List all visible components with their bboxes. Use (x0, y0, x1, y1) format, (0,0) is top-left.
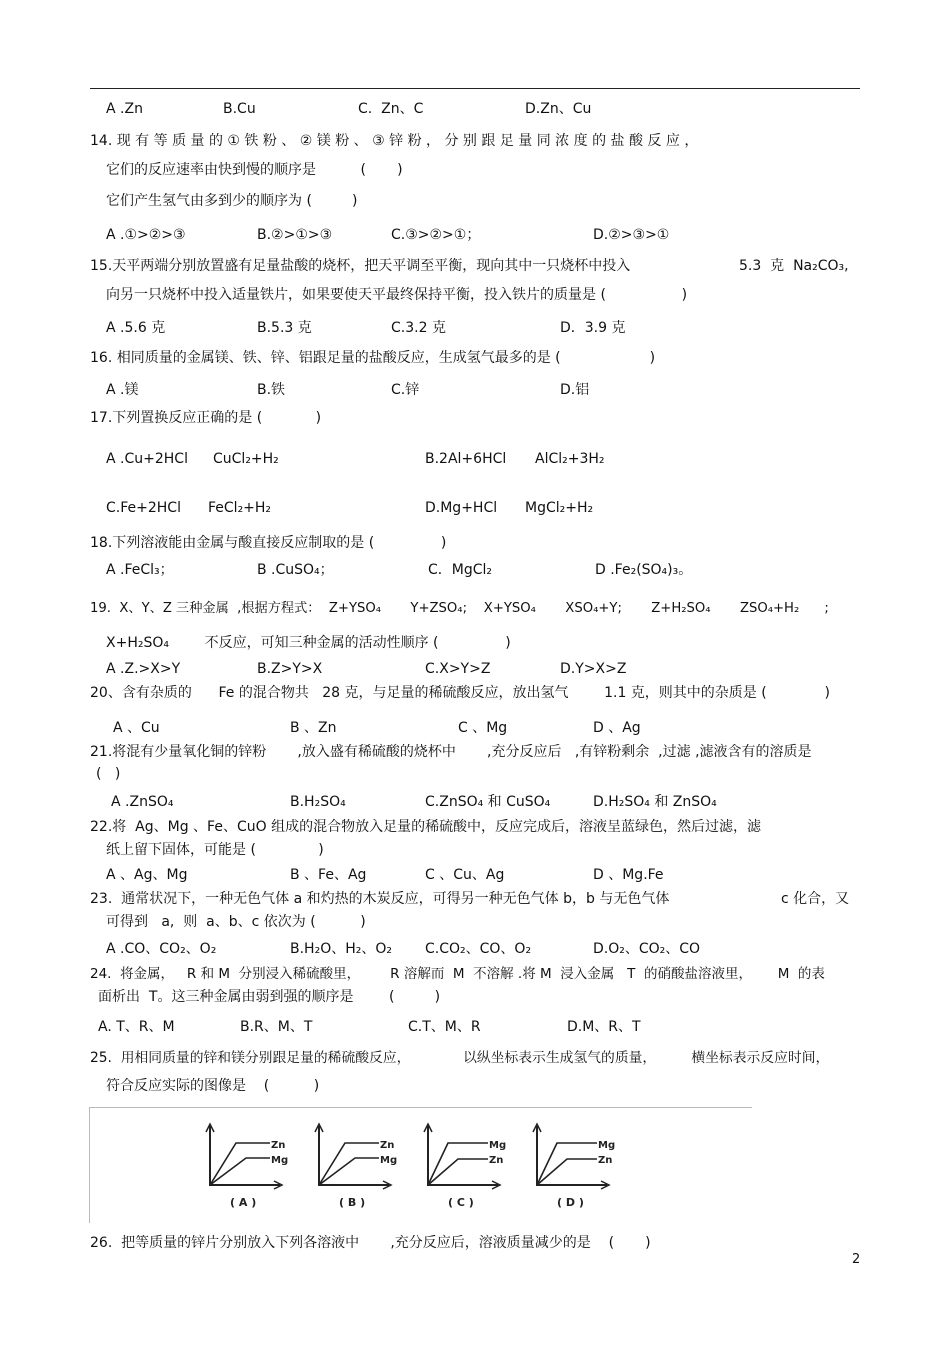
q18-stem: 18.下列溶液能由金属与酸直接反应制取的是 ( ) (90, 535, 447, 551)
q24-option-c: C.T、M、R (408, 1019, 481, 1035)
q22-option-c: C 、Cu、Ag (425, 867, 505, 883)
q15-stem-line2: 向另一只烧杯中投入适量铁片，如果要使天平最终保持平衡，投入铁片的质量是 ( ) (106, 287, 688, 303)
q13-option-a: A .Zn (106, 101, 143, 117)
q22-stem-line2: 纸上留下固体，可能是 ( ) (106, 842, 324, 858)
q15-option-d: D．3.9 克 (560, 320, 626, 336)
q14-stem-line3: 它们产生氢气由多到少的顺序为 ( ) (106, 193, 358, 209)
q15-option-b: B.5.3 克 (257, 320, 312, 336)
q18-option-c: C．MgCl₂ (428, 562, 493, 578)
q16-option-a: A .镁 (106, 382, 139, 398)
q14-stem-line2: 它们的反应速率由快到慢的顺序是 ( ) (106, 162, 403, 178)
q19-option-a: A .Z.>X>Y (106, 661, 181, 677)
q21-option-d: D.H₂SO₄ 和 ZnSO₄ (593, 794, 717, 810)
q24-option-b: B.R、M、T (240, 1019, 313, 1035)
q16-option-c: C.锌 (391, 382, 420, 398)
q13-option-b: B.Cu (223, 101, 256, 117)
q25-graph-d-lower-label: Zn (598, 1155, 613, 1166)
q19-stem: 19. X、Y、Z 三种金属 ,根据方程式： Z+YSO₄ Y+ZSO₄; X+YSO₄ XSO₄+Y; Z+H₂SO₄ ZSO₄+H₂ ; (90, 601, 829, 616)
q19-stem-line2: X+H₂SO₄ 不反应，可知三种金属的活动性顺序 ( ) (106, 635, 511, 651)
q17-stem: 17.下列置换反应正确的是 ( ) (90, 410, 322, 426)
q13-option-c: C. Zn、C (358, 101, 424, 117)
q25-figure (89, 1107, 752, 1223)
header-rule (90, 88, 860, 89)
q22-option-d: D 、Mg.Fe (593, 867, 664, 883)
q17-option-c-products: FeCl₂+H₂ (208, 500, 272, 516)
q14-option-b: B.②>①>③ (257, 227, 333, 243)
q13-option-d: D.Zn、Cu (525, 101, 592, 117)
q19-option-d: D.Y>X>Z (560, 661, 627, 677)
q15-stem: 15.天平两端分别放置盛有足量盐酸的烧杯，把天平调至平衡，现向其中一只烧杯中投入 (90, 258, 631, 274)
q24-option-d: D.M、R、T (567, 1019, 641, 1035)
q14-option-c: C.③>②>①； (391, 227, 481, 243)
q24-option-a: A. T、R、M (98, 1019, 175, 1035)
q25-graph-b-upper-label: Zn (380, 1140, 395, 1151)
q18-option-a: A .FeCl₃； (106, 562, 174, 578)
q23-stem-line2: 可得到 a, 则 a、b、c 依次为 ( ) (106, 914, 366, 930)
q23-stem-tail: c 化合，又 (781, 891, 850, 907)
q25-graph-d-lower-curve (537, 1159, 597, 1185)
q16-option-b: B.铁 (257, 382, 286, 398)
q25-graph-c-lower-label: Zn (489, 1155, 504, 1166)
q20-option-a: A 、Cu (113, 720, 160, 736)
q16-stem: 16. 相同质量的金属镁、铁、锌、铝跟足量的盐酸反应，生成氢气最多的是 ( ) (90, 350, 656, 366)
q17-option-a-products: CuCl₂+H₂ (213, 451, 279, 467)
q23-option-c: C.CO₂、CO、O₂ (425, 941, 532, 957)
q25-graph-a-caption: ( A ) (230, 1196, 257, 1209)
q23-option-d: D.O₂、CO₂、CO (593, 941, 701, 957)
q23-option-b: B.H₂O、H₂、O₂ (290, 941, 392, 957)
q18-option-d: D .Fe₂(SO₄)₃。 (595, 562, 693, 578)
q25-graph-c-lower-curve (428, 1159, 488, 1185)
q25-graph-d-upper-label: Mg (598, 1140, 616, 1151)
q23-option-a: A .CO、CO₂、O₂ (106, 941, 217, 957)
q24-stem: 24. 将金属， R 和 M 分别浸入稀硫酸里， R 溶解而 M 不溶解 .将 M 浸入金属 T 的硝酸盐溶液里， M 的表 (90, 966, 825, 982)
q19-option-b: B.Z>Y>X (257, 661, 323, 677)
q25-graph-b-lower-label: Mg (380, 1155, 398, 1166)
q15-option-c: C.3.2 克 (391, 320, 446, 336)
q17-option-a-reactants: A .Cu+2HCl (106, 451, 188, 467)
q14-stem: 14. 现 有 等 质 量 的 ① 铁 粉 、 ② 镁 粉 、 ③ 锌 粉 ， 分 别 跟 足 量 同 浓 度 的 盐 酸 反 应 ， (90, 133, 699, 149)
q25-graph-c-caption: ( C ) (448, 1196, 474, 1209)
q18-option-b: B .CuSO₄； (257, 562, 334, 578)
q25-graph-a-upper-label: Zn (271, 1140, 286, 1151)
q25-stem-line2: 符合反应实际的图像是 ( ) (106, 1078, 320, 1094)
q20-stem: 20、含有杂质的 Fe 的混合物共 28 克，与足量的稀硫酸反应，放出氢气 1.1 克，则其中的杂质是 ( ) (90, 685, 831, 701)
q24-stem-line2: 面析出 T。这三种金属由弱到强的顺序是 ( ) (98, 989, 441, 1005)
q15-option-a: A .5.6 克 (106, 320, 166, 336)
q21-option-b: B.H₂SO₄ (290, 794, 346, 810)
q17-option-d-products: MgCl₂+H₂ (525, 500, 594, 516)
q25-graph-d-caption: ( D ) (557, 1196, 584, 1209)
q25-graph-b-caption: ( B ) (339, 1196, 366, 1209)
q20-option-c: C 、Mg (458, 720, 508, 736)
q21-stem-line2: ( ) (96, 766, 121, 782)
q26-stem: 26. 把等质量的锌片分别放入下列各溶液中 ,充分反应后，溶液质量减少的是 ( ) (90, 1235, 651, 1251)
q19-option-c: C.X>Y>Z (425, 661, 491, 677)
q15-stem-tail: 5.3 克 Na₂CO₃, (739, 258, 849, 274)
q17-option-c-reactants: C.Fe+2HCl (106, 500, 181, 516)
q17-option-d-reactants: D.Mg+HCl (425, 500, 498, 516)
q25-graph-c-upper-curve (428, 1143, 488, 1185)
q22-stem: 22.将 Ag、Mg 、Fe、CuO 组成的混合物放入足量的稀硫酸中，反应完成后，溶液呈蓝绿色，然后过滤，滤 (90, 819, 762, 835)
q14-option-d: D.②>③>① (593, 227, 670, 243)
q17-option-b-products: AlCl₂+3H₂ (535, 451, 605, 467)
q25-graph-a-lower-label: Mg (271, 1155, 289, 1166)
q14-option-a: A .①>②>③ (106, 227, 186, 243)
q16-option-d: D.铝 (560, 382, 590, 398)
q20-option-b: B 、Zn (290, 720, 337, 736)
q22-option-a: A 、Ag、Mg (106, 867, 188, 883)
page-number: 2 (852, 1252, 861, 1267)
q17-option-b-reactants: B.2Al+6HCl (425, 451, 507, 467)
q22-option-b: B 、Fe、Ag (290, 867, 367, 883)
q23-stem: 23. 通常状况下，一种无色气体 a 和灼热的木炭反应，可得另一种无色气体 b，b 与无色气体 (90, 891, 670, 907)
q25-graph-d-upper-curve (537, 1143, 597, 1185)
q25-graph-c-upper-label: Mg (489, 1140, 507, 1151)
q21-option-a: A .ZnSO₄ (111, 794, 174, 810)
q21-option-c: C.ZnSO₄ 和 CuSO₄ (425, 794, 551, 810)
q21-stem: 21.将混有少量氧化铜的锌粉 ,放入盛有稀硫酸的烧杯中 ,充分反应后 ,有锌粉剩余 ,过滤 ,滤液含有的溶质是 (90, 744, 812, 760)
q20-option-d: D 、Ag (593, 720, 641, 736)
q25-graphs (90, 1108, 752, 1223)
q25-stem: 25. 用相同质量的锌和镁分别跟足量的稀硫酸反应， 以纵坐标表示生成氢气的质量， 横坐标表示反应时间， (90, 1050, 830, 1066)
